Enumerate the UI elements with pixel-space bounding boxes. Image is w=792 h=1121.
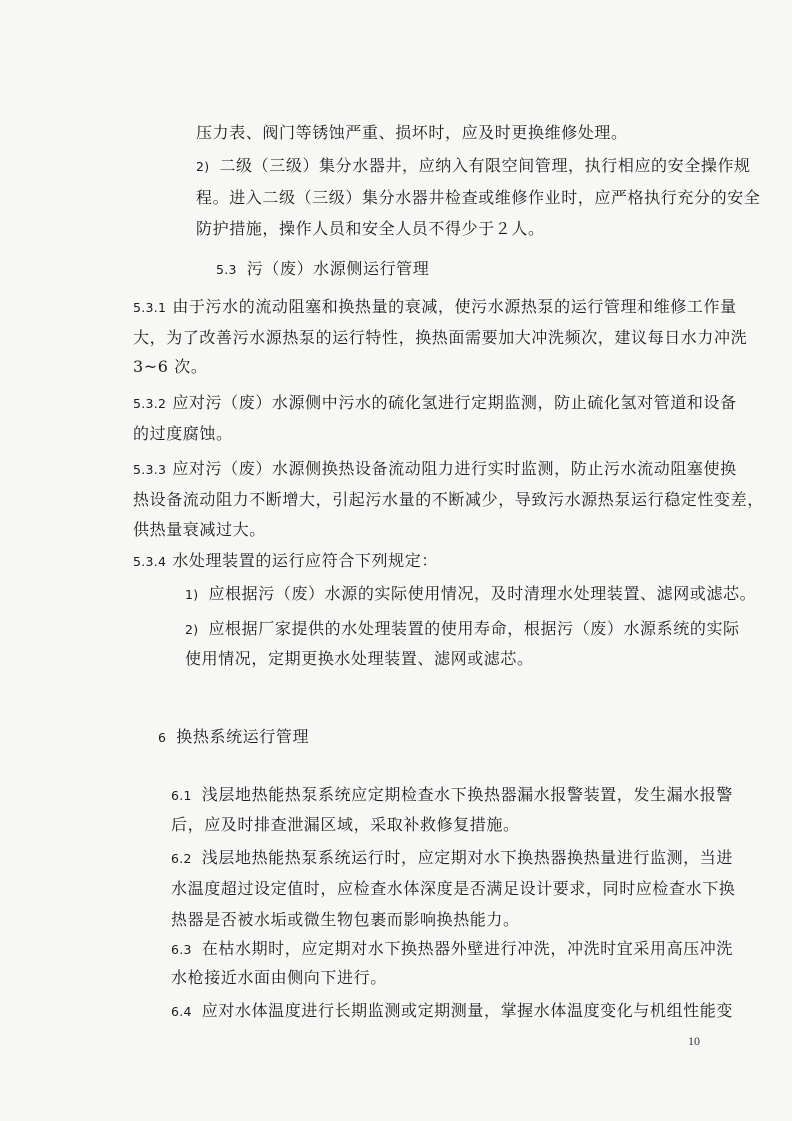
list-item-text: 防护措施，操作人员和安全人员不得少于２人。: [196, 219, 545, 238]
clause-number: 6.2: [171, 851, 192, 866]
list-item-text: 应根据厂家提供的水处理装置的使用寿命，根据污（废）水源系统的实际: [208, 619, 740, 638]
clause-number: 5.3.3: [133, 462, 167, 477]
clause-6-1-line: [171, 815, 520, 835]
clause-6-3-line: [171, 968, 387, 988]
list-item-2: [185, 619, 740, 640]
clause-number: 5.3.2: [133, 396, 167, 411]
clause-text: 应对污（废）水源侧中污水的硫化氢进行定期监测，防止硫化氢对管道和设备: [172, 393, 737, 412]
clause-text: 应对污（废）水源侧换热设备流动阻力进行实时监测，防止污水流动阻塞使换: [172, 459, 737, 478]
clause-number: 5.3.1: [133, 300, 167, 315]
clause-number: 6.1: [171, 788, 192, 803]
clause-5-3-1-line: [133, 357, 207, 377]
list-item-text: 应根据污（废）水源的实际使用情况，及时清理水处理装置、滤网或滤芯。: [208, 584, 757, 603]
section-number: 6: [158, 730, 167, 745]
clause-number: 5.3.4: [133, 554, 167, 569]
page-number: 10: [688, 1034, 700, 1048]
clause-text: 由于污水的流动阻塞和换热量的衰减，使污水源热泵的运行管理和维修工作量: [172, 297, 737, 316]
clause-text: 后，应及时排查泄漏区域，采取补救修复措施。: [171, 815, 520, 834]
clause-text: 热器是否被水垢或微生物包裹而影响换热能力。: [171, 910, 520, 929]
clause-5-3-3-line: [133, 520, 266, 540]
list-item-text: 程。进入二级（三级）集分水器井检查或维修作业时，应严格执行充分的安全: [196, 188, 761, 207]
clause-6-2-line: [171, 879, 735, 899]
clause-6-1: [171, 785, 733, 806]
list-marker: 2): [196, 159, 210, 174]
list-marker: 1): [185, 587, 199, 602]
list-item-2: [196, 156, 751, 177]
clause-text: 应对水体温度进行长期监测或定期测量，掌握水体温度变化与机组性能变: [201, 1001, 733, 1020]
clause-text: 大，为了改善污水源热泵的运行特性，换热面需要加大冲洗频次，建议每日水力冲洗: [133, 328, 748, 347]
list-item-2-line: [196, 219, 545, 239]
paragraph-text: 压力表、阀门等锈蚀严重、损坏时，应及时更换维修处理。: [196, 123, 628, 142]
clause-text: 水处理装置的运行应符合下列规定：: [172, 551, 438, 570]
clause-5-3-1-line: [133, 328, 747, 348]
clause-text: 浅层地热能热泵系统应定期检查水下换热器漏水报警装置，发生漏水报警: [201, 785, 733, 804]
clause-6-2-line: [171, 910, 520, 930]
list-item-2-line: [196, 188, 760, 208]
clause-5-3-1: [133, 297, 737, 318]
clause-text: 的过度腐蚀。: [133, 424, 233, 443]
continuation-line: [196, 123, 628, 143]
section-number: 5.3: [216, 262, 237, 277]
clause-text: 在枯水期时，应定期对水下换热器外壁进行冲洗，冲洗时宜采用高压冲洗: [201, 939, 733, 958]
clause-6-2: [171, 848, 733, 869]
clause-number: 6.4: [171, 1004, 192, 1019]
list-marker: 2): [185, 622, 199, 637]
clause-text: 供热量衰减过大。: [133, 520, 266, 539]
clause-6-3: [171, 939, 733, 960]
clause-number: 6.3: [171, 942, 192, 957]
list-item-text: 使用情况，定期更换水处理装置、滤网或滤芯。: [185, 649, 534, 668]
clause-text: 浅层地热能热泵系统运行时，应定期对水下换热器换热量进行监测，当进: [201, 848, 733, 867]
clause-text: 热设备流动阻力不断增大，引起污水量的不断减少，导致污水源热泵运行稳定性变差，: [133, 490, 764, 509]
section-title: 污（废）水源侧运行管理: [246, 259, 430, 278]
section-heading-6: [158, 727, 309, 748]
section-title: 换热系统运行管理: [176, 727, 310, 746]
list-item-2-line: [185, 649, 534, 669]
list-item-1: [185, 584, 756, 605]
clause-text: 水枪接近水面由侧向下进行。: [171, 968, 387, 987]
clause-5-3-4: [133, 551, 438, 572]
section-heading-5-3: [216, 259, 429, 280]
clause-6-4: [171, 1001, 733, 1022]
clause-text: 3~6 次。: [133, 357, 208, 376]
clause-5-3-3: [133, 459, 737, 480]
list-item-text: 二级（三级）集分水器井，应纳入有限空间管理，执行相应的安全操作规: [219, 156, 751, 175]
clause-5-3-2-line: [133, 424, 233, 444]
clause-5-3-3-line: [133, 490, 764, 510]
clause-5-3-2: [133, 393, 737, 414]
clause-text: 水温度超过设定值时，应检查水体深度是否满足设计要求，同时应检查水下换: [171, 879, 736, 898]
